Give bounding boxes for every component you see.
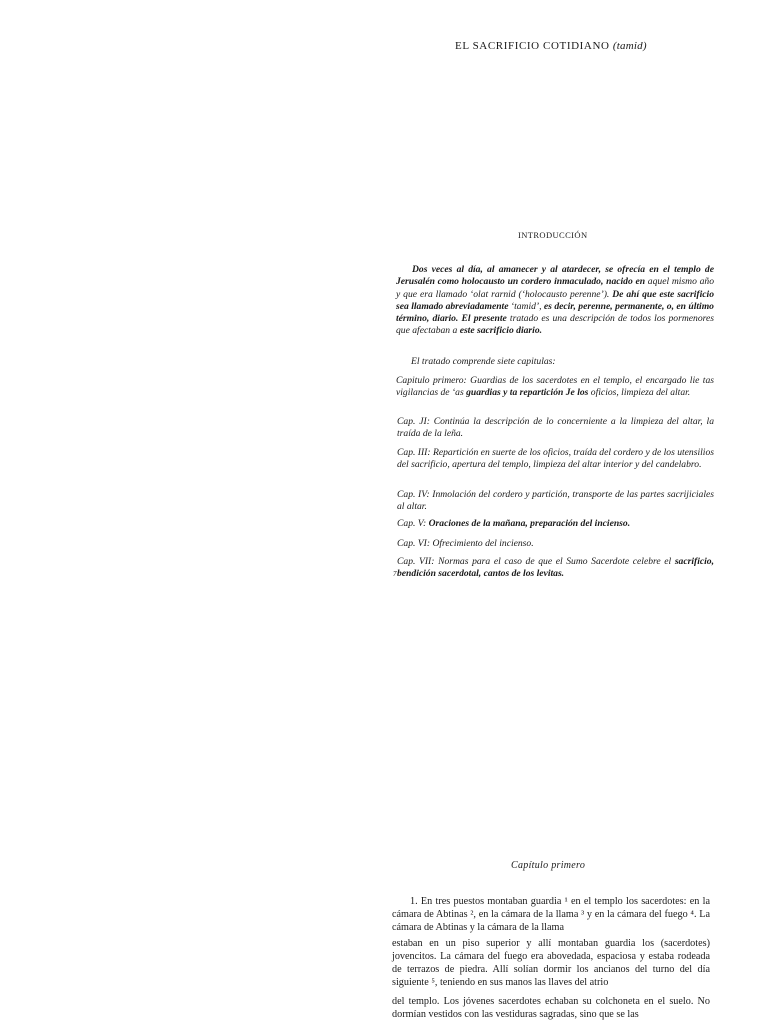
header-title: EL SACRIFICIO COTIDIANO (455, 40, 610, 52)
chapter-description: Oraciones de la mañana, preparación del incienso. (426, 518, 631, 529)
chapter-description: Ofrecimiento del incienso. (430, 538, 534, 549)
chapter-label: Cap. IV: (397, 489, 430, 500)
chapter-summary-4 (397, 489, 714, 514)
chapter-description: sacrificio, bendición sacerdotal, cantos de los levitas. (397, 556, 714, 580)
chapter-description: guardias y ta repartición Je los (466, 387, 589, 399)
chapter-label: Cap. JI: (397, 416, 430, 427)
intro-run: este sacrificio diario. (459, 325, 543, 337)
margin-marker: 7 (393, 570, 397, 578)
chapter-summary-6 (397, 538, 714, 550)
intro-paragraph (396, 264, 714, 338)
chapter-title: Capítulo primero (511, 860, 586, 871)
intro-run: Dos veces al día, al amanecer y al atardecer, se ofrecía en el templo de Jerusalén como holocausto un cordero inmaculado, nacido en (396, 264, 714, 288)
chapter-summary-7 (397, 556, 714, 581)
chapter-label: Cap. V: (397, 518, 427, 529)
chapter-description: Continúa la descripción de lo concerniente a la limpieza del altar, la traída de la leña. (397, 416, 714, 440)
intro-run: De ahí que este sacrificio sea llamado abreviadamente (396, 288, 715, 312)
body-paragraph-1: 1. En tres puestos montaban guardia ¹ en el templo los sacerdotes: en la cámara de Abtinas ², en la cámara de la llama ³ y en la cámara del fuego ⁴. La cámara de Abtinas y la cámara de la llama (392, 896, 710, 933)
intro-run: aquel mismo año y que era llamado ‘olat rarnid (‘holocausto perenne’). (396, 276, 715, 300)
intro-run: es decir, perenne, permanente, o, en último término, diario. El presente (396, 300, 714, 325)
chapter-label: Capitulo primero: (396, 375, 467, 386)
chapter-label: Cap. VII: (397, 556, 435, 567)
chapter-description: oficios, limpieza del altar. (588, 387, 691, 399)
chapter-summary-3 (397, 447, 714, 472)
chapter-label: Cap. III: (397, 447, 431, 458)
chapter-summary-2 (397, 416, 714, 441)
running-header (455, 40, 647, 52)
intro-run: ‘tamid’, (508, 300, 544, 312)
chapter-description: Repartición en suerte de los oficios, traída del cordero y de los utensilios del sacrificio, apertura del templo, limpieza del altar interior y del candelabro. (397, 447, 714, 471)
chapter-description: Normas para el caso de que el Sumo Sacerdote celebre el (434, 556, 675, 567)
header-subtitle: (tamid) (612, 40, 647, 52)
chapter-description: Inmolación del cordero y partición, transporte de las partes sacrijiciales al altar. (397, 489, 714, 513)
chapter-label: Cap. VI: (397, 538, 431, 549)
intro-run: tratado es una descripción de todos los pormenores que afectaban a (396, 313, 714, 337)
body-paragraph-2: estaban en un piso superior y allí montaban guardia los (sacerdotes) jovencitos. La cámara del fuego era abovedada, espaciosa y estaba rodeada de terrazos de piedra. Allí solían dormir los ancianos del turno del día siguiente ⁵, teniendo en sus manos las llaves del atrio (392, 938, 710, 988)
chapter-summary-5 (397, 518, 714, 530)
body-paragraph-3: del templo. Los jóvenes sacerdotes echaban su colchoneta en el suelo. No dormían vestidos con las vestiduras sagradas, sino que se las (392, 996, 710, 1020)
chapters-intro: El tratado comprende siete capitulas: (411, 356, 556, 367)
chapter-summary-1 (396, 375, 714, 400)
intro-heading: INTRODUCCIÓN (518, 230, 588, 240)
chapter-description: Guardias de los sacerdotes en el templo, el encargado lie tas vigilancias de ‘as (396, 375, 714, 399)
